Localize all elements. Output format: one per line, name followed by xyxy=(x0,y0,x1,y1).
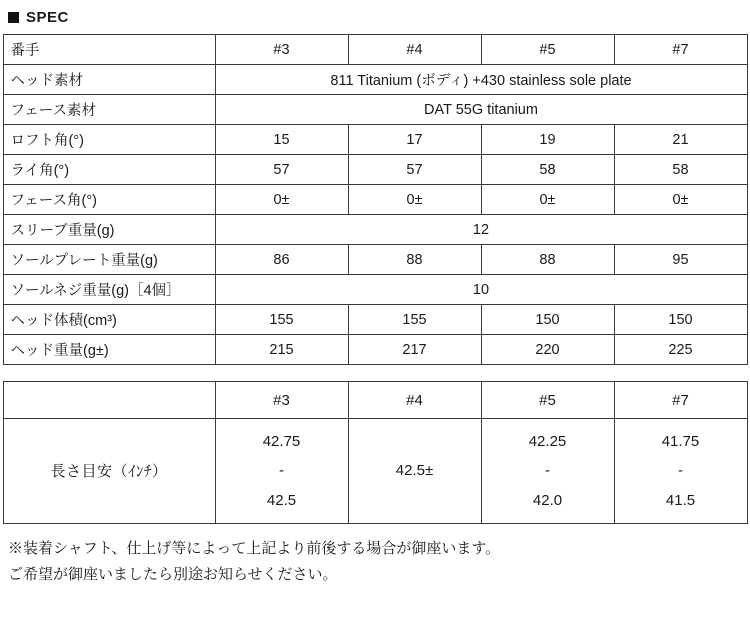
length-header-4: #4 xyxy=(348,382,481,419)
cell-head-weight-5: 220 xyxy=(481,335,614,365)
length-4-value: 42.5± xyxy=(395,462,434,480)
cell-head-weight-4: 217 xyxy=(348,335,481,365)
table-row xyxy=(3,305,747,335)
cell-head-volume-3: 155 xyxy=(215,305,348,335)
table-row xyxy=(3,335,747,365)
row-label: ヘッド重量(g±) xyxy=(3,335,215,365)
cell-face-angle-3: 0± xyxy=(215,185,348,215)
cell-loft-4: 17 xyxy=(348,125,481,155)
cell-face-angle-4: 0± xyxy=(348,185,481,215)
cell-length-7 xyxy=(614,419,747,524)
table-row xyxy=(3,35,747,65)
table-row xyxy=(3,155,747,185)
cell-model-3: #3 xyxy=(215,35,348,65)
cell-head-weight-3: 215 xyxy=(215,335,348,365)
cell-loft-3: 15 xyxy=(215,125,348,155)
cell-model-5: #5 xyxy=(481,35,614,65)
cell-loft-7: 21 xyxy=(614,125,747,155)
cell-model-4: #4 xyxy=(348,35,481,65)
length-row-label: 長さ目安（ｲﾝﾁ） xyxy=(3,419,215,524)
length-7-lower: 41.5 xyxy=(665,491,696,509)
cell-head-volume-4: 155 xyxy=(348,305,481,335)
table-row xyxy=(3,215,747,245)
length-header-7: #7 xyxy=(614,382,747,419)
table-row xyxy=(3,245,747,275)
table-row xyxy=(3,125,747,155)
cell-head-weight-7: 225 xyxy=(614,335,747,365)
cell-sole-plate-7: 95 xyxy=(614,245,747,275)
cell-face-material: DAT 55G titanium xyxy=(215,95,747,125)
table-row xyxy=(3,275,747,305)
spec-table xyxy=(3,34,748,365)
cell-lie-5: 58 xyxy=(481,155,614,185)
table-row xyxy=(3,419,747,524)
length-5-dash: - xyxy=(545,462,550,480)
table-row xyxy=(3,65,747,95)
row-label: フェース素材 xyxy=(3,95,215,125)
cell-length-3 xyxy=(215,419,348,524)
length-header-3: #3 xyxy=(215,382,348,419)
cell-sole-plate-3: 86 xyxy=(215,245,348,275)
row-label: ソールネジ重量(g)［4個］ xyxy=(3,275,215,305)
length-5-upper: 42.25 xyxy=(528,433,567,450)
row-label: ヘッド体積(cm³) xyxy=(3,305,215,335)
cell-model-7: #7 xyxy=(614,35,747,65)
length-7-dash: - xyxy=(678,462,683,480)
length-3-dash: - xyxy=(279,462,284,480)
row-label: フェース角(°) xyxy=(3,185,215,215)
row-label: ライ角(°) xyxy=(3,155,215,185)
row-label: スリーブ重量(g) xyxy=(3,215,215,245)
cell-lie-7: 58 xyxy=(614,155,747,185)
cell-sole-screw-weight: 10 xyxy=(215,275,747,305)
cell-head-volume-7: 150 xyxy=(614,305,747,335)
length-5-lower: 42.0 xyxy=(532,491,563,509)
table-row xyxy=(3,95,747,125)
cell-length-5 xyxy=(481,419,614,524)
row-label: ソールプレート重量(g) xyxy=(3,245,215,275)
note-line-1: ※装着シャフト、仕上げ等によって上記より前後する場合が御座います。 xyxy=(8,539,501,557)
length-3-lower: 42.5 xyxy=(266,491,297,509)
cell-face-angle-7: 0± xyxy=(614,185,747,215)
table-spacer xyxy=(0,365,750,381)
row-label: ロフト角(°) xyxy=(3,125,215,155)
length-7-upper: 41.75 xyxy=(661,433,700,450)
cell-sleeve-weight: 12 xyxy=(215,215,747,245)
spec-heading xyxy=(0,0,750,34)
cell-head-volume-5: 150 xyxy=(481,305,614,335)
table-row xyxy=(3,185,747,215)
black-square-icon xyxy=(8,12,19,23)
cell-lie-3: 57 xyxy=(215,155,348,185)
cell-lie-4: 57 xyxy=(348,155,481,185)
cell-sole-plate-4: 88 xyxy=(348,245,481,275)
cell-loft-5: 19 xyxy=(481,125,614,155)
length-3-upper: 42.75 xyxy=(262,433,301,450)
table-row xyxy=(3,382,747,419)
row-label: ヘッド素材 xyxy=(3,65,215,95)
cell-head-material: 811 Titanium (ボディ) +430 stainless sole plate xyxy=(215,65,747,95)
length-header-blank xyxy=(3,382,215,419)
length-header-5: #5 xyxy=(481,382,614,419)
cell-sole-plate-5: 88 xyxy=(481,245,614,275)
cell-length-4 xyxy=(348,419,481,524)
note-line-2: ご希望が御座いましたら別途お知らせください。 xyxy=(8,566,338,583)
page-title: SPEC xyxy=(26,9,69,26)
length-table xyxy=(3,381,748,524)
cell-face-angle-5: 0± xyxy=(481,185,614,215)
row-label: 番手 xyxy=(3,35,215,65)
notes xyxy=(0,524,750,589)
